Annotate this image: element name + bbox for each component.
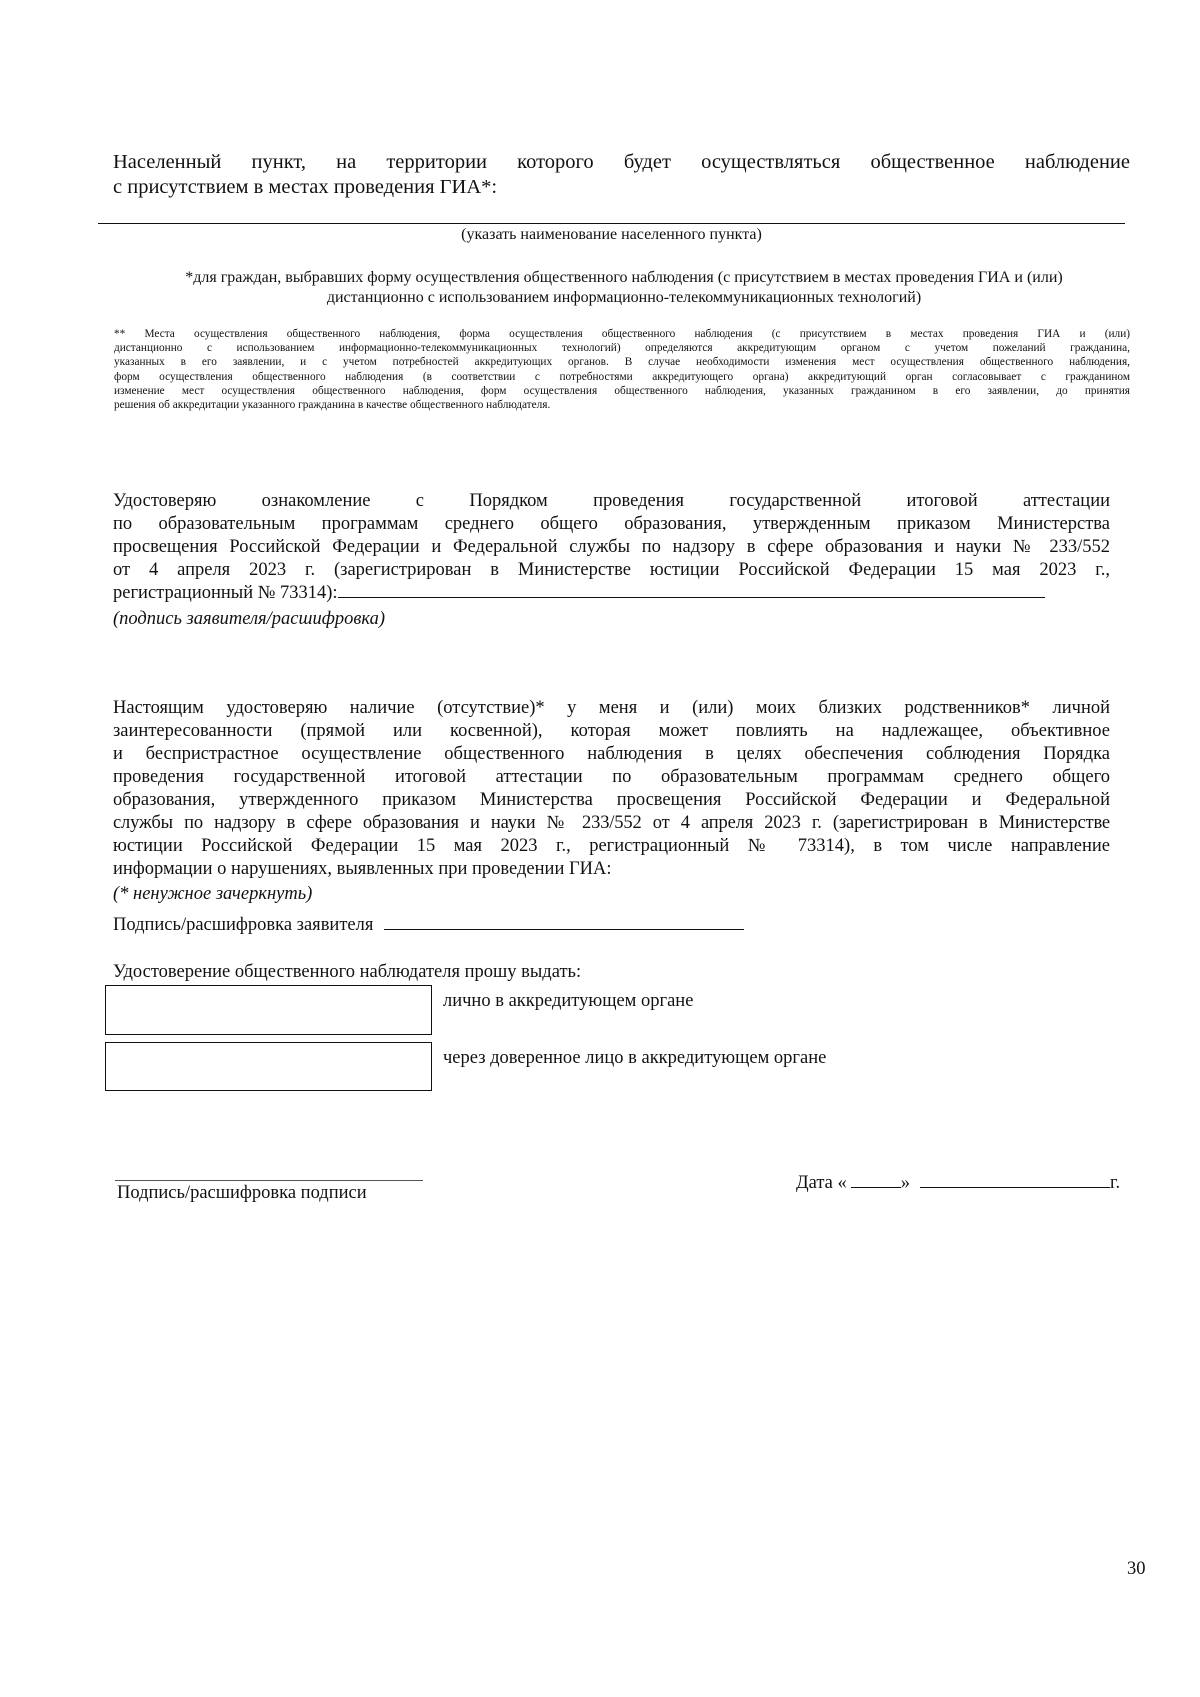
date-label: Дата « — [796, 1173, 847, 1193]
places-footnote-line: ** Места осуществления общественного наблюдения, форма осуществления общественного наблюдения (с присутствием в местах проведения ГИА и (или) — [114, 328, 1130, 340]
certificate-issue-label: Удостоверение общественного наблюдателя прошу выдать: — [113, 962, 582, 982]
declaration-line: информации о нарушениях, выявленных при проведении ГИА: — [113, 859, 612, 879]
declaration-line: и беспристрастное осуществление общественного наблюдения в целях обеспечения соблюдения Порядка — [113, 744, 1110, 764]
acknowledgement-line: от 4 апреля 2023 г. (зарегистрирован в Министерстве юстиции Российской Федерации 15 мая 2023 г., — [113, 560, 1110, 580]
form-footnote-line-1: *для граждан, выбравших форму осуществления общественного наблюдения (с присутствием в местах проведения ГИА и (или) — [185, 269, 1063, 286]
procedure-acknowledgement — [113, 490, 1110, 605]
page-number: 30 — [1127, 1559, 1146, 1579]
form-footnote — [118, 268, 1130, 308]
acknowledgement-last-line — [113, 582, 1110, 605]
declaration-line: заинтересованности (прямой или косвенной), которая может повлиять на надлежащее, объективное — [113, 721, 1110, 741]
locality-hint: (указать наименование населенного пункта) — [461, 226, 762, 243]
signature-line[interactable] — [115, 1180, 423, 1181]
declaration-line: проведения государственной итоговой аттестации по образовательным программам среднего общего — [113, 767, 1110, 787]
acknowledgement-line: просвещения Российской Федерации и Федеральной службы по надзору в сфере образования и науки № 233/552 — [113, 537, 1110, 557]
declaration-line: Настоящим удостоверяю наличие (отсутствие)* у меня и (или) моих близких родственников* личной — [113, 698, 1110, 718]
date-year-suffix: г. — [1110, 1173, 1121, 1193]
declaration-line: образования, утвержденного приказом Министерства просвещения Российской Федерации и Федеральной — [113, 790, 1110, 810]
applicant-signature-row — [113, 914, 744, 937]
date-close-quote: » — [900, 1173, 910, 1193]
declaration-line: юстиции Российской Федерации 15 мая 2023 г., регистрационный № 73314), в том числе направление — [113, 836, 1110, 856]
signature-label: Подпись/расшифровка подписи — [117, 1183, 367, 1203]
acknowledgement-last-text: регистрационный № 73314): — [113, 583, 338, 603]
acknowledgement-line: по образовательным программам среднего общего образования, утвержденным приказом Министерства — [113, 514, 1110, 534]
places-footnote-line: форм осуществления общественного наблюдения (в соответствии с потребностями аккредитующего органа) аккредитующий орган согласовывает с гражданином — [114, 370, 1130, 383]
date-month-year-input[interactable] — [920, 1172, 1110, 1188]
option-proxy-checkbox[interactable] — [105, 1042, 432, 1091]
strike-out-hint: (* ненужное зачеркнуть) — [113, 884, 313, 904]
applicant-signature-line[interactable] — [384, 914, 744, 930]
date-day-input[interactable] — [851, 1172, 901, 1188]
option-proxy-label: через доверенное лицо в аккредитующем органе — [443, 1048, 827, 1068]
places-footnote — [114, 327, 1130, 412]
declaration-line: службы по надзору в сфере образования и науки № 233/552 от 4 апреля 2023 г. (зарегистрирован в Министерстве — [113, 813, 1110, 833]
places-footnote-line: решения об аккредитации указанного гражданина в качестве общественного наблюдателя. — [114, 399, 551, 412]
form-footnote-line-2: дистанционно с использованием информационно-телекоммуникационных технологий) — [326, 289, 922, 306]
places-footnote-line: указанных в его заявлении, и с учетом потребностей аккредитующих органов. В случае необходимости изменения мест осуществления общественного наблюдения, — [114, 356, 1130, 369]
acknowledgement-signature-line[interactable] — [338, 582, 1045, 598]
locality-input-line[interactable] — [98, 223, 1125, 224]
locality-line-2: с присутствием в местах проведения ГИА*: — [113, 176, 498, 198]
acknowledgement-line: Удостоверяю ознакомление с Порядком проведения государственной итоговой аттестации — [113, 491, 1110, 511]
date-field — [796, 1172, 1120, 1195]
locality-paragraph — [113, 150, 1130, 200]
applicant-signature-hint: (подпись заявителя/расшифровка) — [113, 609, 385, 629]
locality-line-1: Населенный пункт, на территории которого будет осуществляться общественное наблюдение — [113, 151, 1130, 173]
interest-declaration — [113, 697, 1110, 881]
applicant-signature-label: Подпись/расшифровка заявителя — [113, 915, 374, 935]
places-footnote-line: дистанционно с использованием информационно-телекоммуникационных технологий) определяются аккредитующим органом с учетом пожеланий гражданина, — [114, 342, 1130, 355]
option-in-person-label: лично в аккредитующем органе — [443, 991, 694, 1011]
option-in-person-checkbox[interactable] — [105, 985, 432, 1035]
places-footnote-line: изменение мест осуществления общественного наблюдения, форм осуществления общественного наблюдения, указанных гражданином в его заявлении, до принятия — [114, 384, 1130, 397]
